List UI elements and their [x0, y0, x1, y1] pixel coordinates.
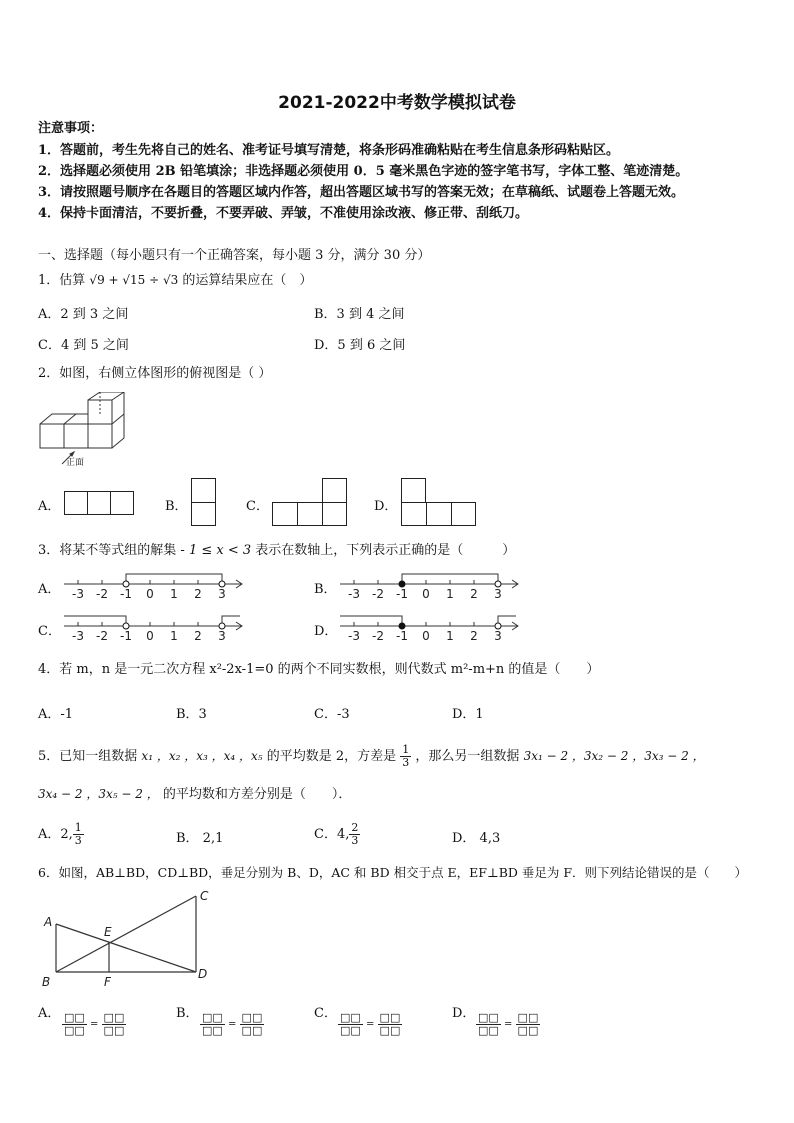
question-1 — [38, 272, 312, 289]
q3-option-a-label[interactable]: A． — [38, 582, 61, 597]
q6-option-d[interactable]: D． — [452, 1006, 476, 1021]
q2-option-d-label[interactable]: D． — [374, 499, 398, 514]
notice-item: 1．答题前，考生先将自己的姓名、准考证号填写清楚，将条形码准确粘贴在考生信息条形码粘贴区。 — [38, 143, 620, 158]
tick-label: -2 — [372, 629, 384, 643]
q6-option-a[interactable]: A． — [38, 1006, 61, 1021]
endpoint-left — [399, 581, 405, 587]
endpoint-right — [495, 623, 501, 629]
q5-variables: x₁ ，x₂ ，x₃ ，x₄ ，x₅ — [141, 749, 263, 763]
q6-option-c[interactable]: C． — [314, 1006, 337, 1021]
tick-label: -3 — [72, 587, 84, 601]
question-4: 4．若 m，n 是一元二次方程 x²-2x-1=0 的两个不同实数根，则代数式 m²-m+n 的值是（ ） — [38, 662, 600, 677]
question-5-line-2 — [38, 786, 351, 803]
q2-option-a-figure[interactable] — [64, 491, 134, 519]
tick-label: 0 — [146, 587, 154, 601]
tick-label: -3 — [72, 629, 84, 643]
question-6: 6．如图，AB⊥BD，CD⊥BD，垂足分别为 B、D，AC 和 BD 相交于点 E，EF⊥BD 垂足为 F．则下列结论错误的是（ ） — [38, 865, 748, 880]
tick-label: -1 — [396, 587, 408, 601]
tick-label: 2 — [470, 629, 478, 643]
q2-option-a-label[interactable]: A． — [38, 499, 61, 514]
point-e-label: E — [104, 925, 112, 939]
q2-option-b-figure[interactable] — [191, 478, 216, 526]
q3-option-b-numberline[interactable] — [336, 566, 526, 604]
notice-item: 2．选择题必须使用 2B 铅笔填涂；非选择题必须使用 0．5 毫米黑色字迹的签字笔书写，字体工整、笔迹清楚。 — [38, 164, 689, 179]
section-heading: 一、选择题（每小题只有一个正确答案，每小题 3 分，满分 30 分） — [38, 248, 431, 263]
tick-label: -1 — [120, 629, 132, 643]
tick-label: 3 — [218, 629, 226, 643]
q5-option-a[interactable]: A．2, $\frac{1}{3}$ — [38, 821, 82, 847]
q2-option-c-figure[interactable] — [272, 478, 348, 526]
tick-label: 1 — [446, 629, 454, 643]
q2-option-d-figure[interactable] — [401, 478, 477, 526]
tick-label: -3 — [348, 587, 360, 601]
solution-ray-left — [340, 616, 402, 626]
tick-label: 1 — [446, 587, 454, 601]
q5-line2-text: 的平均数和方差分别是（ ）． — [162, 787, 352, 802]
q1-expression: √9 + √15 ÷ √3 — [89, 273, 179, 287]
q3-stem-prefix: 3．将某不等式组的解集 — [38, 543, 177, 558]
q3-option-c-label[interactable]: C． — [38, 624, 61, 639]
tick-label: 3 — [494, 629, 502, 643]
notice-item: 4．保持卡面清洁，不要折叠，不要弄破、弄皱，不准使用涂改液、修正带、刮纸刀。 — [38, 206, 529, 221]
q3-option-c-numberline[interactable] — [60, 608, 250, 646]
endpoint-right — [495, 581, 501, 587]
q3-option-d-numberline[interactable] — [336, 608, 526, 646]
q5-text-a: 5．已知一组数据 — [38, 749, 138, 764]
q5-variance-fraction: $\frac{1}{3}$ — [402, 743, 410, 769]
q5-new-data-2: 3x₄ − 2 ，3x₅ − 2 ， — [38, 787, 159, 801]
tick-label: 3 — [218, 587, 226, 601]
endpoint-left — [399, 623, 405, 629]
q5-option-d[interactable]: D． 4,3 — [452, 831, 501, 846]
notice-item: 3．请按照题号顺序在各题目的答题区域内作答，超出答题区域书写的答案无效；在草稿纸、试题卷上答题无效。 — [38, 185, 685, 200]
tick-label: -2 — [96, 587, 108, 601]
endpoint-left — [123, 623, 129, 629]
q5-text-c: ，那么另一组数据 — [415, 749, 520, 764]
tick-label: 2 — [194, 587, 202, 601]
q6-option-a-equation: $\frac{□□}{□□}$ = $\frac{□□}{□□}$ — [64, 1011, 125, 1037]
q5-option-c[interactable]: C．4, $\frac{2}{3}$ — [314, 821, 359, 847]
point-c-label: C — [200, 889, 209, 903]
q6-option-c-equation: $\frac{□□}{□□}$ = $\frac{□□}{□□}$ — [340, 1011, 401, 1037]
tick-label: -1 — [396, 629, 408, 643]
q2-option-b-label[interactable]: B． — [165, 499, 188, 514]
tick-label: 1 — [170, 587, 178, 601]
q3-stem-suffix: 表示在数轴上，下列表示正确的是（ ） — [255, 543, 516, 558]
endpoint-right — [219, 581, 225, 587]
question-3 — [38, 542, 515, 559]
q4-option-b[interactable]: B．3 — [176, 707, 207, 722]
q1-option-a[interactable]: A．2 到 3 之间 — [38, 307, 129, 322]
q2-front-label: 正面 — [66, 458, 85, 468]
q5-option-b[interactable]: B． 2,1 — [176, 831, 224, 846]
page-title: 2021-2022中考数学模拟试卷 — [278, 93, 516, 113]
q6-option-d-equation: $\frac{□□}{□□}$ = $\frac{□□}{□□}$ — [478, 1011, 539, 1037]
q1-option-c[interactable]: C．4 到 5 之间 — [38, 338, 129, 353]
q2-option-c-label[interactable]: C． — [246, 499, 269, 514]
endpoint-right — [219, 623, 225, 629]
notice-heading: 注意事项： — [38, 121, 104, 136]
tick-label: -1 — [120, 587, 132, 601]
point-b-label: B — [42, 975, 51, 989]
q1-option-d[interactable]: D．5 到 6 之间 — [314, 338, 406, 353]
q4-option-c[interactable]: C．-3 — [314, 707, 350, 722]
q5-new-data-1: 3x₁ − 2 ，3x₂ − 2 ，3x₃ − 2 ， — [523, 749, 705, 763]
tick-label: 0 — [422, 587, 430, 601]
point-d-label: D — [198, 967, 208, 981]
tick-label: 2 — [470, 587, 478, 601]
tick-label: 1 — [170, 629, 178, 643]
solution-ray-left — [64, 616, 126, 626]
tick-label: 0 — [422, 629, 430, 643]
point-f-label: F — [104, 975, 111, 989]
q1-suffix: 的运算结果应在（ ） — [182, 273, 313, 288]
q3-option-a-numberline[interactable] — [60, 566, 250, 604]
tick-label: 0 — [146, 629, 154, 643]
question-5-line-1 — [38, 744, 705, 769]
endpoint-left — [123, 581, 129, 587]
point-a-label: A — [44, 915, 53, 929]
q6-geometry-figure — [38, 884, 218, 990]
tick-label: -2 — [372, 587, 384, 601]
q4-option-d[interactable]: D．1 — [452, 707, 484, 722]
question-2: 2．如图，右侧立体图形的俯视图是（ ） — [38, 366, 272, 381]
q3-option-b-label[interactable]: B． — [314, 582, 337, 597]
q1-prefix: 1．估算 — [38, 273, 86, 288]
q5-text-b: 的平均数是 2，方差是 — [266, 749, 397, 764]
q1-option-b[interactable]: B．3 到 4 之间 — [314, 307, 405, 322]
q6-option-b-equation: $\frac{□□}{□□}$ = $\frac{□□}{□□}$ — [202, 1011, 263, 1037]
q2-solid-figure — [36, 392, 136, 472]
q3-inequality: - 1 ≤ x < 3 — [180, 543, 252, 558]
q3-option-d-label[interactable]: D． — [314, 624, 338, 639]
tick-label: -3 — [348, 629, 360, 643]
q6-option-b[interactable]: B． — [176, 1006, 199, 1021]
tick-label: 2 — [194, 629, 202, 643]
q4-option-a[interactable]: A．-1 — [38, 707, 74, 722]
tick-label: 3 — [494, 587, 502, 601]
tick-label: -2 — [96, 629, 108, 643]
